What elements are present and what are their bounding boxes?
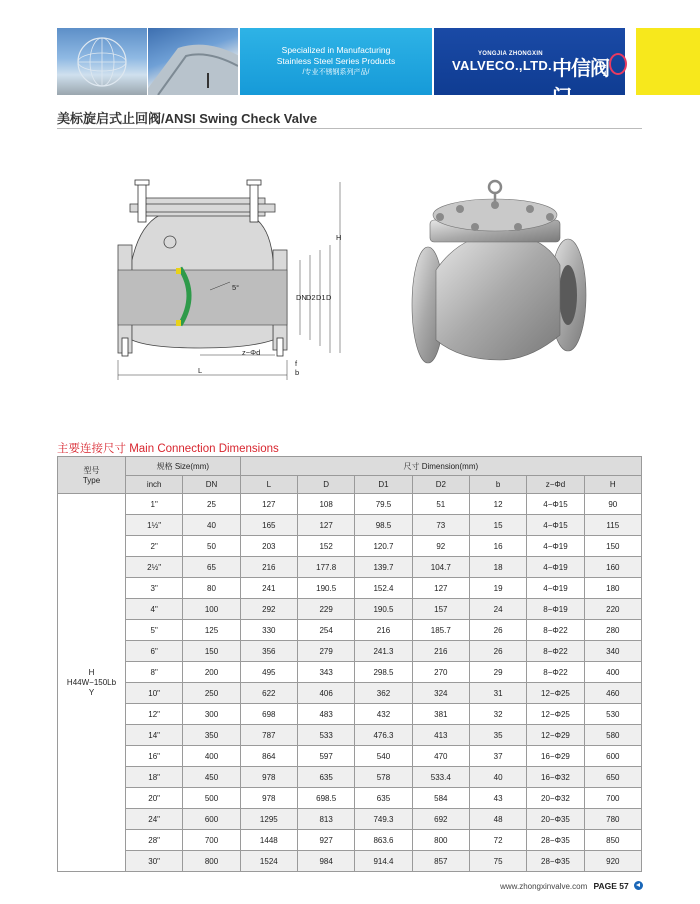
table-header-row (58, 457, 642, 476)
table-cell: 600 (183, 809, 240, 830)
table-cell: 115 (584, 515, 641, 536)
subheader-cell: z−Φd (527, 476, 584, 494)
table-cell: 75 (469, 851, 526, 872)
table-row (58, 599, 642, 620)
subheader-cell: D (297, 476, 354, 494)
table-cell: 90 (584, 494, 641, 515)
table-cell: 24 (469, 599, 526, 620)
table-row (58, 557, 642, 578)
table-cell: 470 (412, 746, 469, 767)
table-cell: 216 (412, 641, 469, 662)
header-size: 规格 Size(mm) (126, 457, 241, 476)
table-cell: 850 (584, 830, 641, 851)
table-cell: 978 (240, 767, 297, 788)
subheader-cell: D2 (412, 476, 469, 494)
table-cell: 79.5 (355, 494, 412, 515)
table-cell: 813 (297, 809, 354, 830)
table-cell: 203 (240, 536, 297, 557)
table-cell: 330 (240, 620, 297, 641)
type-value: H44W−150Lb (66, 677, 117, 687)
table-cell: 157 (412, 599, 469, 620)
table-cell: 495 (240, 662, 297, 683)
table-cell: 20−Φ32 (527, 788, 584, 809)
table-row (58, 515, 642, 536)
label-angle: 5° (232, 283, 240, 292)
table-cell: 350 (183, 725, 240, 746)
table-cell: 3" (126, 578, 183, 599)
table-cell: 31 (469, 683, 526, 704)
page-title: 美标旋启式止回阀/ANSI Swing Check Valve (57, 111, 318, 126)
table-cell: 92 (412, 536, 469, 557)
table-cell: 533 (297, 725, 354, 746)
brand-block (434, 28, 625, 109)
table-cell: 104.7 (412, 557, 469, 578)
table-cell: 26 (469, 620, 526, 641)
table-cell: 26 (469, 641, 526, 662)
table-cell: 43 (469, 788, 526, 809)
table-cell: 279 (297, 641, 354, 662)
type-value: Y (88, 687, 95, 697)
table-cell: 533.4 (412, 767, 469, 788)
subheader-cell: DN (183, 476, 240, 494)
table-row (58, 809, 642, 830)
table-cell: 984 (297, 851, 354, 872)
table-cell: 165 (240, 515, 297, 536)
table-cell: 1" (126, 494, 183, 515)
table-cell: 460 (584, 683, 641, 704)
table-cell: 216 (355, 620, 412, 641)
header-type-cn: 型号 (83, 466, 100, 475)
table-cell: 920 (584, 851, 641, 872)
table-cell: 12−Φ25 (527, 683, 584, 704)
table-cell: 73 (412, 515, 469, 536)
dimensions-table (57, 456, 642, 872)
tagline-cn: /专业不锈钢系列产品/ (302, 69, 370, 76)
table-row (58, 662, 642, 683)
table-cell: 4−Φ19 (527, 557, 584, 578)
table-row (58, 725, 642, 746)
table-row (58, 788, 642, 809)
table-cell: 190.5 (297, 578, 354, 599)
table-cell: 4−Φ15 (527, 494, 584, 515)
table-cell: 40 (469, 767, 526, 788)
table-cell: 8−Φ22 (527, 620, 584, 641)
label-D: D (326, 293, 332, 302)
table-cell: 80 (183, 578, 240, 599)
type-cell (58, 494, 126, 872)
table-cell: 12−Φ29 (527, 725, 584, 746)
table-cell: 40 (183, 515, 240, 536)
table-cell: 362 (355, 683, 412, 704)
table-cell: 381 (412, 704, 469, 725)
valve-product-photo (400, 175, 600, 385)
table-cell: 597 (297, 746, 354, 767)
table-cell: 16 (469, 536, 526, 557)
table-cell: 1448 (240, 830, 297, 851)
table-cell: 914.4 (355, 851, 412, 872)
table-body (58, 494, 642, 872)
table-cell: 150 (584, 536, 641, 557)
subheader-cell: b (469, 476, 526, 494)
table-subheader-row (58, 476, 642, 494)
table-cell: 241.3 (355, 641, 412, 662)
table-cell: 578 (355, 767, 412, 788)
type-value: H (88, 667, 95, 677)
header-dimension: 尺寸 Dimension(mm) (240, 457, 641, 476)
label-DN: DN (296, 293, 307, 302)
tagline-line-2: Stainless Steel Series Products (276, 56, 396, 66)
table-row (58, 683, 642, 704)
header-type (58, 457, 126, 494)
table-row (58, 620, 642, 641)
table-cell: 978 (240, 788, 297, 809)
table-cell: 5" (126, 620, 183, 641)
table-cell: 343 (297, 662, 354, 683)
table-cell: 298.5 (355, 662, 412, 683)
table-cell: 250 (183, 683, 240, 704)
table-cell: 229 (297, 599, 354, 620)
table-cell: 1½" (126, 515, 183, 536)
table-cell: 28−Φ35 (527, 830, 584, 851)
table-cell: 12−Φ25 (527, 704, 584, 725)
table-cell: 37 (469, 746, 526, 767)
table-cell: 4−Φ19 (527, 578, 584, 599)
brand-small-text: YONGJIA ZHONGXIN (478, 51, 543, 57)
table-cell: 635 (355, 788, 412, 809)
label-bolts: z−Φd (242, 348, 261, 357)
table-cell: 432 (355, 704, 412, 725)
page-arrow-icon (634, 881, 643, 890)
table-cell: 185.7 (412, 620, 469, 641)
table-cell: 20−Φ35 (527, 809, 584, 830)
table-cell: 749.3 (355, 809, 412, 830)
brand-cn-name: 中信阀门 (552, 58, 609, 109)
table-cell: 160 (584, 557, 641, 578)
table-cell: 622 (240, 683, 297, 704)
table-cell: 500 (183, 788, 240, 809)
brand-name: VALVECO.,LTD. (452, 58, 552, 73)
table-cell: 200 (183, 662, 240, 683)
table-cell: 324 (412, 683, 469, 704)
table-cell: 12 (469, 494, 526, 515)
table-cell: 127 (240, 494, 297, 515)
table-cell: 864 (240, 746, 297, 767)
table-row (58, 494, 642, 515)
table-cell: 180 (584, 578, 641, 599)
table-cell: 98.5 (355, 515, 412, 536)
header-type-en: Type (82, 476, 101, 485)
table-row (58, 578, 642, 599)
table-cell: 254 (297, 620, 354, 641)
table-cell: 8−Φ19 (527, 599, 584, 620)
table-cell: 650 (584, 767, 641, 788)
table-cell: 152 (297, 536, 354, 557)
table-cell: 927 (297, 830, 354, 851)
table-cell: 18" (126, 767, 183, 788)
table-cell: 24" (126, 809, 183, 830)
table-cell: 476.3 (355, 725, 412, 746)
table-cell: 413 (412, 725, 469, 746)
table-cell: 16−Φ29 (527, 746, 584, 767)
table-cell: 100 (183, 599, 240, 620)
header-yellow-block (636, 28, 700, 95)
table-cell: 584 (412, 788, 469, 809)
table-cell: 48 (469, 809, 526, 830)
table-cell: 270 (412, 662, 469, 683)
table-cell: 8−Φ22 (527, 641, 584, 662)
table-cell: 8−Φ22 (527, 662, 584, 683)
table-cell: 450 (183, 767, 240, 788)
footer-url: www.zhongxinvalve.com (500, 882, 588, 891)
table-cell: 540 (355, 746, 412, 767)
table-row (58, 830, 642, 851)
table-cell: 857 (412, 851, 469, 872)
table-row (58, 641, 642, 662)
table-cell: 280 (584, 620, 641, 641)
table-cell: 127 (297, 515, 354, 536)
table-cell: 800 (183, 851, 240, 872)
table-cell: 220 (584, 599, 641, 620)
table-cell: 150 (183, 641, 240, 662)
table-cell: 530 (584, 704, 641, 725)
page-number: PAGE 57 (593, 881, 629, 891)
subheader-cell: H (584, 476, 641, 494)
title-divider (57, 128, 642, 129)
table-cell: 698.5 (297, 788, 354, 809)
table-cell: 18 (469, 557, 526, 578)
table-cell: 4−Φ15 (527, 515, 584, 536)
table-row (58, 851, 642, 872)
table-cell: 15 (469, 515, 526, 536)
table-cell: 30" (126, 851, 183, 872)
table-cell: 580 (584, 725, 641, 746)
header-tagline (240, 28, 432, 95)
subheader-cell: inch (126, 476, 183, 494)
label-D1: D1 (316, 293, 326, 302)
table-cell: 152.4 (355, 578, 412, 599)
table-cell: 700 (183, 830, 240, 851)
table-cell: 72 (469, 830, 526, 851)
table-cell: 12" (126, 704, 183, 725)
brand-logo-icon (609, 53, 627, 75)
table-cell: 1524 (240, 851, 297, 872)
table-cell: 29 (469, 662, 526, 683)
table-cell: 483 (297, 704, 354, 725)
table-cell: 635 (297, 767, 354, 788)
table-cell: 1295 (240, 809, 297, 830)
table-cell: 300 (183, 704, 240, 725)
table-cell: 125 (183, 620, 240, 641)
table-cell: 4" (126, 599, 183, 620)
table-cell: 190.5 (355, 599, 412, 620)
subheader-cell: L (240, 476, 297, 494)
table-cell: 16" (126, 746, 183, 767)
table-cell: 50 (183, 536, 240, 557)
table-cell: 108 (297, 494, 354, 515)
tagline-line-1: Specialized in Manufacturing (281, 45, 391, 55)
table-cell: 340 (584, 641, 641, 662)
subheader-cell: D1 (355, 476, 412, 494)
table-cell: 800 (412, 830, 469, 851)
table-cell: 216 (240, 557, 297, 578)
label-b: b (295, 368, 300, 377)
page-footer (500, 881, 643, 891)
table-cell: 356 (240, 641, 297, 662)
label-L: L (198, 366, 203, 375)
table-cell: 863.6 (355, 830, 412, 851)
table-cell: 25 (183, 494, 240, 515)
table-row (58, 767, 642, 788)
table-cell: 400 (183, 746, 240, 767)
table-cell: 127 (412, 578, 469, 599)
table-cell: 292 (240, 599, 297, 620)
table-cell: 406 (297, 683, 354, 704)
table-cell: 8" (126, 662, 183, 683)
label-H: H (336, 233, 342, 242)
section-title: 主要连接尺寸 Main Connection Dimensions (57, 443, 279, 455)
table-cell: 177.8 (297, 557, 354, 578)
table-row (58, 704, 642, 725)
table-cell: 692 (412, 809, 469, 830)
header-photo-tanks (148, 28, 238, 95)
table-cell: 16−Φ32 (527, 767, 584, 788)
table-cell: 19 (469, 578, 526, 599)
label-f: f (295, 359, 298, 368)
label-D2: D2 (306, 293, 316, 302)
table-cell: 2½" (126, 557, 183, 578)
table-cell: 20" (126, 788, 183, 809)
table-cell: 14" (126, 725, 183, 746)
table-cell: 4−Φ19 (527, 536, 584, 557)
table-cell: 600 (584, 746, 641, 767)
table-row (58, 536, 642, 557)
table-cell: 28" (126, 830, 183, 851)
table-cell: 6" (126, 641, 183, 662)
table-cell: 2" (126, 536, 183, 557)
table-cell: 139.7 (355, 557, 412, 578)
table-row (58, 746, 642, 767)
header-banner (57, 28, 625, 109)
table-cell: 10" (126, 683, 183, 704)
table-cell: 32 (469, 704, 526, 725)
table-cell: 28−Φ35 (527, 851, 584, 872)
table-cell: 51 (412, 494, 469, 515)
valve-technical-drawing (100, 170, 360, 385)
table-cell: 35 (469, 725, 526, 746)
table-cell: 698 (240, 704, 297, 725)
table-cell: 241 (240, 578, 297, 599)
table-cell: 65 (183, 557, 240, 578)
table-cell: 700 (584, 788, 641, 809)
table-cell: 120.7 (355, 536, 412, 557)
table-cell: 787 (240, 725, 297, 746)
table-cell: 400 (584, 662, 641, 683)
table-cell: 780 (584, 809, 641, 830)
header-photo-globe (57, 28, 147, 95)
